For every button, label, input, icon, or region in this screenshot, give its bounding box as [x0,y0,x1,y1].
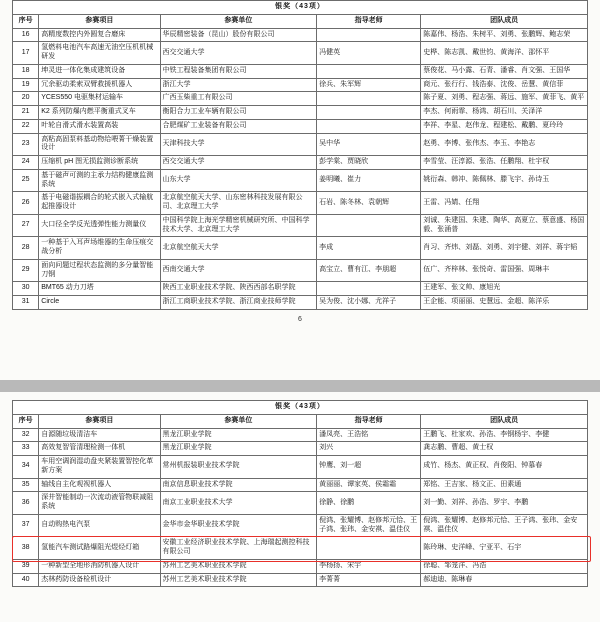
row-project: 坤灵进一体化集成建筑设备 [39,64,160,78]
row-members: 伍广、齐梓林、张悦奇、雷国强、周琳丰 [421,259,588,282]
table-row [13,119,588,133]
row-teacher: 徐静、徐鹏 [317,492,421,515]
row-unit: 衡阳合力工业车辆有限公司 [160,106,317,120]
row-no: 17 [13,42,39,65]
row-project: 大口径全学反光透弹性能力测量仪 [39,214,160,237]
row-no: 39 [13,559,39,573]
row-teacher: 倪鸿、张耀博、赵修邦元恰、王子鸿、张玮、金安祺、温佳仪 [317,514,421,537]
table-row [13,133,588,156]
row-unit: 华辰精密装备（昆山）股份有限公司 [160,28,317,42]
page-top-margin [8,392,592,400]
row-project: K2 系列防爆内燃平衡重式叉车 [39,106,160,120]
row-project: 一种基于入耳声场维器的生命压痕交战分析 [39,237,160,260]
row-no: 32 [13,428,39,442]
document-page-bottom [0,392,600,622]
row-teacher: 李成 [317,237,421,260]
row-no: 31 [13,296,39,310]
row-project: 高精度数控内外圆复合磨床 [39,28,160,42]
row-members: 刘一勤、刘祥、孙浩、罗宇、李鹏 [421,492,588,515]
row-unit: 黑龙江职业学院 [160,442,317,456]
table-row [13,214,588,237]
row-teacher: 高宝立、曹有江、李朋超 [317,259,421,282]
table-row [13,28,588,42]
row-unit: 常州机报装职业技术学院 [160,456,317,479]
row-project: 压缩机 pH 图无损监测诊断系统 [39,156,160,170]
row-project: 面向问题过程状态监测的多分量智能刀钢 [39,259,160,282]
col-header-unit: 参赛单位 [160,414,317,428]
row-members: 陈玲琳、史洋峰、宁亚平、石宇 [421,537,588,560]
awards-table-top [12,0,588,310]
col-header-no: 序号 [13,414,39,428]
row-project: 高效复智管清理检测一体机 [39,442,160,456]
row-teacher: 钟鹰、刘一超 [317,456,421,479]
row-members: 李杰、何雨霏、杨鸿、胡石川、关泽洋 [421,106,588,120]
table-row [13,442,588,456]
row-unit: 苏州工艺美术职业技术学院 [160,559,317,573]
row-project: YCES550 电驱集材运输车 [39,92,160,106]
row-members: 倪鸿、张耀博、赵修邦元恰、王子鸿、张玮、金安祺、温佳仪 [421,514,588,537]
row-members: 商元、张行行、钱浩泰、沈俊、岳慧、黄信菲 [421,78,588,92]
row-members: 王建军、张文帅、康旭光 [421,282,588,296]
row-unit: 北京航空航天大学 [160,237,317,260]
row-no: 40 [13,573,39,587]
row-unit: 西交交通大学 [160,42,317,65]
row-members: 李祥、李星、赵伟龙、程建松、戴鹏、夏玲玲 [421,119,588,133]
table-row [13,492,588,515]
row-no: 28 [13,237,39,260]
row-members: 徐聪、邹笼洋、冯浩 [421,559,588,573]
row-no: 37 [13,514,39,537]
row-members: 刘诚、朱建国、朱建、陶华、高夏立、蔡意盛、杨国毅、张涌普 [421,214,588,237]
row-unit: 广西玉柴重工有限公司 [160,92,317,106]
table-row [13,78,588,92]
row-members: 龚志鹏、曹超、黄士权 [421,442,588,456]
table-row [13,92,588,106]
row-teacher [317,537,421,560]
awards-table-bottom [12,400,588,587]
row-project: 深井智能制动一次流动液管物联减阻系统 [39,492,160,515]
row-members: 王企能、项丽丽、史慧远、金超、陈洋乐 [421,296,588,310]
row-teacher [317,214,421,237]
row-unit: 浙江大学 [160,78,317,92]
row-teacher: 黄丽丽、谭家英、侯霜霜 [317,478,421,492]
table-row [13,573,588,587]
table-row [13,64,588,78]
row-no: 27 [13,214,39,237]
row-project: 杰林药防设备检机设计 [39,573,160,587]
col-header-no: 序号 [13,14,39,28]
row-unit: 苏州工艺美术职业技术学院 [160,573,317,587]
table-header-row [13,14,588,28]
page-number: 6 [298,315,302,323]
table-title-row [13,1,588,15]
row-no: 16 [13,28,39,42]
table-row [13,42,588,65]
row-unit: 黑龙江职业学院 [160,428,317,442]
col-header-project: 参赛项目 [39,14,160,28]
row-unit: 陕西工业职业技术学院、陕西西部名职学院 [160,282,317,296]
row-members: 肖习、齐炜、刘磊、刘勇、刘宇健、刘祥、蒋宇韬 [421,237,588,260]
row-unit: 合肥煤矿工业装备有限公司 [160,119,317,133]
row-no: 23 [13,133,39,156]
table-row [13,282,588,296]
row-project: 一种新型全地形消防机器人设计 [39,559,160,573]
row-no: 22 [13,119,39,133]
col-header-project: 参赛项目 [39,414,160,428]
row-unit: 中国科学院上海光学精密机械研究所、中国科学技术大学、北京理工大学 [160,214,317,237]
table-row [13,192,588,215]
row-teacher: 吴为俊、沈小娜、尤祥子 [317,296,421,310]
row-project: 车用空调润湿动盘夹紧装置智控化革新方案 [39,456,160,479]
row-project: 轴线自主化观视机器人 [39,478,160,492]
row-no: 33 [13,442,39,456]
row-teacher [317,28,421,42]
row-teacher: 彭学棠、贾晓欣 [317,156,421,170]
row-teacher: 石岩、陈冬林、袁朝辉 [317,192,421,215]
row-teacher [317,282,421,296]
col-header-teacher: 指导老师 [317,14,421,28]
row-unit: 浙江工商职业技术学院、浙江商业技师学院 [160,296,317,310]
row-unit: 西南交通大学 [160,259,317,282]
table-row [13,478,588,492]
table-row [13,296,588,310]
row-no: 35 [13,478,39,492]
row-members: 郝迪迪、陈琳春 [421,573,588,587]
table-header-row [13,414,588,428]
row-teacher [317,64,421,78]
row-unit: 南京工业职业技术大学 [160,492,317,515]
table-row [13,559,588,573]
row-members: 王雷、冯婧、任翔 [421,192,588,215]
table-title-row [13,401,588,415]
row-teacher [317,106,421,120]
table-row [13,514,588,537]
row-teacher: 李菁菁 [317,573,421,587]
row-unit: 金华市金华职业技术学院 [160,514,317,537]
row-members: 郑铭、王吉家、杨文正、田素通 [421,478,588,492]
row-teacher: 姜明曦、崔力 [317,169,421,192]
col-header-members: 团队成员 [421,14,588,28]
row-unit: 西交交通大学 [160,156,317,170]
row-project: 氢燃料电池汽车高速无油空压机机械研发 [39,42,160,65]
row-members: 陈子夏、刘勇、程志强、蒋远、施军、黄菲飞、黄平 [421,92,588,106]
table-row [13,456,588,479]
row-members: 史桦、陈志凯、戴世钧、黄海洋、邵怀平 [421,42,588,65]
table-row [13,106,588,120]
row-teacher [317,119,421,133]
row-members: 赵勇、李博、张伟杰、李玉、李艳志 [421,133,588,156]
row-no: 26 [13,192,39,215]
award-title: 银奖（43项） [13,401,588,415]
row-teacher: 徐兵、朱军辉 [317,78,421,92]
row-no: 24 [13,156,39,170]
row-project: BMT65 动力刀塔 [39,282,160,296]
table-row [13,259,588,282]
row-project: Circle [39,296,160,310]
row-unit: 中铁工程装备集团有限公司 [160,64,317,78]
row-teacher [317,92,421,106]
row-no: 18 [13,64,39,78]
row-no: 21 [13,106,39,120]
row-teacher: 吴中华 [317,133,421,156]
row-no: 25 [13,169,39,192]
table-row [13,428,588,442]
table-row [13,156,588,170]
row-no: 29 [13,259,39,282]
table-row-highlighted [13,537,588,560]
row-members: 王鹏飞、杜家欢、孙浩、李钢杨宇、李健 [421,428,588,442]
col-header-unit: 参赛单位 [160,14,317,28]
row-no: 38 [13,537,39,560]
row-members: 蔡俊花、马小露、石青、潘睿、肖文强、王国华 [421,64,588,78]
row-teacher: 李杨扬、宋宇 [317,559,421,573]
col-header-members: 团队成员 [421,414,588,428]
row-project: 自动购热电汽泵 [39,514,160,537]
row-unit: 安徽工业经济职业技术学院、上海瑞起测控科技有限公司 [160,537,317,560]
row-no: 30 [13,282,39,296]
row-members: 成竹、杨杰、黄正权、肖俊阳、钟慕春 [421,456,588,479]
table-row [13,169,588,192]
col-header-teacher: 指导老师 [317,414,421,428]
row-project: 叶轮自滑式滑水装置高装 [39,119,160,133]
row-no: 20 [13,92,39,106]
row-no: 34 [13,456,39,479]
row-members: 姚衍森、韩冲、陈佩林、滕飞宇、孙诗玉 [421,169,588,192]
row-project: 基于磁声可测的主承力结构健康监测系统 [39,169,160,192]
row-unit: 山东大学 [160,169,317,192]
row-members: 李雪莹、汪淳源、张浩、任鹏翔、杜宇权 [421,156,588,170]
row-unit: 北京航空航天大学、山东密林科技发展有限公司、北京理工大学 [160,192,317,215]
row-teacher: 刘兴 [317,442,421,456]
award-title: 银奖（43项） [13,1,588,15]
row-project: 冗余驱动柔索双臂救援机器人 [39,78,160,92]
row-project: 基于电磁谐振耦合的轮式嵌入式输航起推器设计 [39,192,160,215]
row-unit: 天津科技大学 [160,133,317,156]
table-row [13,237,588,260]
row-no: 19 [13,78,39,92]
highlight-container [8,400,592,587]
row-teacher: 冯健英 [317,42,421,65]
row-project: 高粘高固泵料基动物给喂菁干燥装置设计 [39,133,160,156]
row-no: 36 [13,492,39,515]
row-members: 陈嘉伟、杨浩、朱树平、刘勇、张鹏辉、鲍志荣 [421,28,588,42]
row-unit: 南京信息职业技术学院 [160,478,317,492]
row-teacher: 潘凤亮、王浩铭 [317,428,421,442]
row-project: 自源随垃圾清洁车 [39,428,160,442]
row-project: 氢能汽车测试路爆阻光煜烃灯箱 [39,537,160,560]
